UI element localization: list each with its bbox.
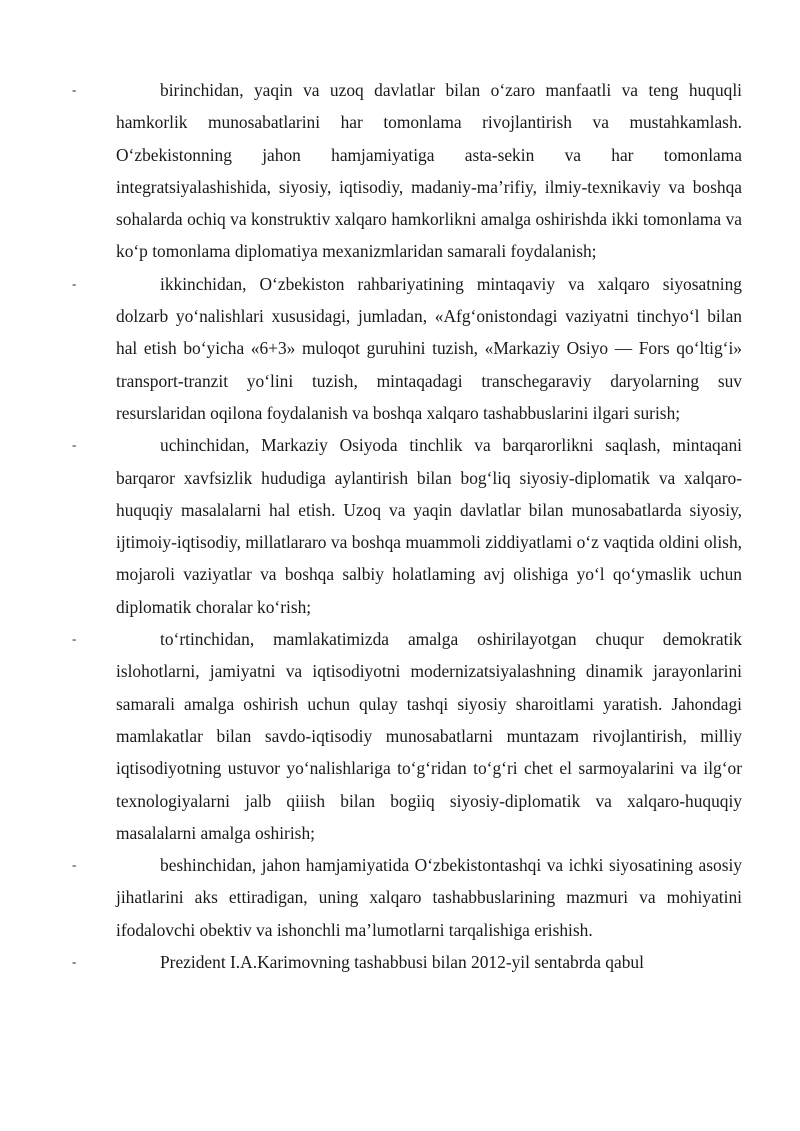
list-item xyxy=(72,946,742,978)
list-item xyxy=(72,429,742,623)
list-item xyxy=(72,74,742,268)
list-item xyxy=(72,623,742,849)
list-marker: - xyxy=(72,437,77,453)
paragraph-text: birinchidan, yaqin va uzoq davlatlar bilan o‘zaro manfaatli va teng huquqli hamkorlik munosabatlarini har tomonlama rivojlantirish va mustahkamlash. O‘zbekistonning jahon hamjamiyatiga asta-sekin va har tomonlama integratsiyalashishida, siyosiy, iqtisodiy, madaniy-ma’rifiy, ilmiy-texnikaviy va boshqa sohalarda ochiq va konstruktiv xalqaro hamkorlikni amalga oshirishda ikki tomonlama va ko‘p tomonlama diplomatiya mexanizmlaridan samarali foydalanish; xyxy=(116,80,742,262)
document-body xyxy=(72,74,742,978)
list-marker: - xyxy=(72,82,77,97)
list-marker: - xyxy=(72,954,77,970)
paragraph-text: to‘rtinchidan, mamlakatimizda amalga oshirilayotgan chuqur demokratik islohotlarni, jamiyatni va iqtisodiyotni modernizatsiyalashning dinamik jarayonlarini samarali amalga oshirish uchun qulay tashqi siyosiy sharoitlami yaratish. Jahondagi mamlakatlar bilan savdo-iqtisodiy munosabatlarni muntazam rivojlantirish, milliy iqtisodiyotning ustuvor yo‘nalishlariga to‘g‘ridan to‘g‘ri chet el sarmoyalarini va ilg‘or texnologiyalarni jalb qiiish bilan bogiiq siyosiy-diplomatik va xalqaro-huquqiy masalalarni amalga oshirish; xyxy=(116,629,742,843)
paragraph-text: uchinchidan, Markaziy Osiyoda tinchlik va barqarorlikni saqlash, mintaqani barqaror xavfsizlik hududiga aylantirish bilan bog‘liq siyosiy-diplomatik va xalqaro-huquqiy masalalarni hal etish. Uzoq va yaqin davlatlar bilan munosabatlarda siyosiy, ijtimoiy-iqtisodiy, millatlararo va boshqa muammoli ziddiyatlami o‘z vaqtida oldini olish, mojaroli vaziyatlar va boshqa salbiy holatlaming avj olishiga yo‘l qo‘ymaslik uchun diplomatik choralar ko‘rish; xyxy=(116,435,742,617)
list-item xyxy=(72,268,742,429)
paragraph-text: beshinchidan, jahon hamjamiyatida O‘zbekistontashqi va ichki siyosatining asosiy jihatlarini aks ettiradigan, uning xalqaro tashabbuslarining mazmuri va mohiyatini ifodalovchi obektiv va ishonchli ma’lumotlarni tarqalishiga erishish. xyxy=(116,855,742,940)
list-item xyxy=(72,849,742,946)
list-marker: - xyxy=(72,631,77,647)
paragraph-text: Prezident I.A.Karimovning tashabbusi bilan 2012-yil sentabrda qabul xyxy=(160,952,644,973)
paragraph-text: ikkinchidan, O‘zbekiston rahbariyatining mintaqaviy va xalqaro siyosatning dolzarb yo‘nalishlari xususidagi, jumladan, «Afg‘onistondagi vaziyatni tinchyo‘l bilan hal etish bo‘yicha «6+3» muloqot guruhini tuzish, «Markaziy Osiyo — Fors qo‘ltig‘i» transport-tranzit yo‘lini tuzish, mintaqadagi transchegaraviy daryolarning suv resurslaridan oqilona foydalanish va boshqa xalqaro tashabbuslarini ilgari surish; xyxy=(116,273,742,423)
list-marker: - xyxy=(72,275,77,291)
list-marker: - xyxy=(72,857,77,873)
